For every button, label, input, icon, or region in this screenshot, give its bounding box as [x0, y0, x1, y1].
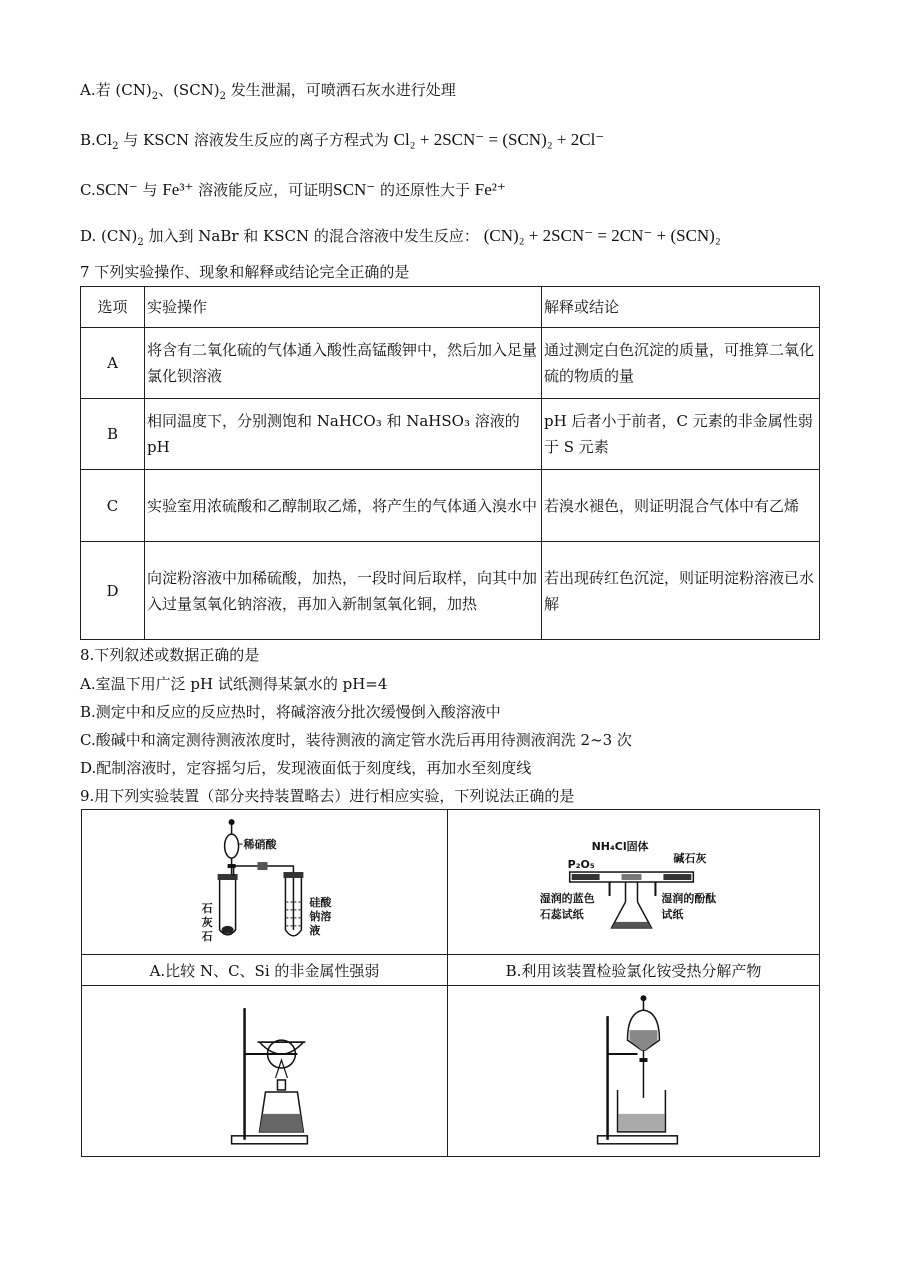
table-row: D 向淀粉溶液中加稀硫酸，加热，一段时间后取样，向其中加入过量氢氧化钠溶液，再加入新制氢氧化铜，加热 若出现砖红色沉淀，则证明淀粉溶液已水解	[81, 542, 820, 640]
q7-table	[80, 286, 820, 640]
svg-text:灰: 灰	[201, 915, 213, 929]
q9-figure-b-cell	[448, 810, 820, 955]
label-p2o5: P₂O₅	[567, 858, 595, 872]
label-nh4cl-solid: NH₄Cl固体	[591, 840, 649, 854]
svg-text:湿润的蓝色: 湿润的蓝色	[539, 891, 595, 905]
label-dilute-nitric-acid: 稀硝酸	[243, 838, 277, 852]
q7-header-conclusion: 解释或结论	[542, 287, 820, 328]
svg-text:石蕊试纸: 石蕊试纸	[539, 907, 584, 921]
q9-table	[81, 809, 820, 1157]
svg-text:硅酸: 硅酸	[309, 895, 332, 909]
q9-caption-a: A.比较 N、C、Si 的非金属性强弱	[82, 955, 448, 986]
apparatus-d-figure	[448, 986, 819, 1156]
label-soda-lime: 碱石灰	[673, 852, 707, 866]
q7-stem: 7 下列实验操作、现象和解释或结论完全正确的是	[80, 263, 410, 281]
q9-caption-b: B.利用该装置检验氯化铵受热分解产物	[448, 955, 820, 986]
table-row: A 将含有二氧化硫的气体通入酸性高锰酸钾中，然后加入足量氯化钡溶液 通过测定白色沉淀的质量，可推算二氧化硫的物质的量	[81, 328, 820, 399]
table-row: B 相同温度下，分别测饱和 NaHCO₃ 和 NaHSO₃ 溶液的 pH pH 后者小于前者，C 元素的非金属性弱于 S 元素	[81, 399, 820, 470]
q9-figure-d-cell	[448, 986, 820, 1157]
svg-text:钠溶: 钠溶	[309, 909, 332, 923]
q9-stem: 9.用下列实验装置（部分夹持装置略去）进行相应实验，下列说法正确的是	[80, 787, 575, 805]
q6-option-a: A.若 $(CN)_2$、$(SCN)_2$ 发生泄漏，可喷洒石灰水进行处理	[80, 81, 456, 102]
q8-stem: 8.下列叙述或数据正确的是	[80, 646, 260, 664]
q6-option-d: D. $(CN)_2$ 加入到 NaBr 和 KSCN 的混合溶液中发生反应： (CN)₂ + 2SCN⁻ = 2CN⁻ + (SCN)₂	[80, 226, 721, 248]
apparatus-c-figure	[82, 986, 447, 1156]
q7-header-operation: 实验操作	[145, 287, 542, 328]
q8-option-a: A.室温下用广泛 pH 试纸测得某氯水的 pH=4	[80, 675, 388, 693]
svg-text:石: 石	[201, 901, 213, 915]
svg-text:液: 液	[309, 923, 321, 937]
svg-text:试纸: 试纸	[661, 907, 684, 921]
svg-text:湿润的酚酞: 湿润的酚酞	[661, 891, 717, 905]
q7-header-option: 选项	[81, 287, 145, 328]
q6-option-c: C.SCN⁻ 与 Fe³⁺ 溶液能反应，可证明SCN⁻ 的还原性大于 Fe²⁺	[80, 180, 506, 199]
q8-option-c: C.酸碱中和滴定测待测液浓度时，装待测液的滴定管水洗后再用待测液润洗 2~3 次	[80, 731, 632, 749]
q8-option-b: B.测定中和反应的反应热时，将碱溶液分批次缓慢倒入酸溶液中	[80, 703, 501, 721]
apparatus-b-figure	[448, 810, 819, 954]
q6-d-equation: (CN)₂ + 2SCN⁻ = 2CN⁻ + (SCN)₂	[483, 226, 721, 245]
table-row: C 实验室用浓硫酸和乙醇制取乙烯，将产生的气体通入溴水中 若溴水褪色，则证明混合气体中有乙烯	[81, 470, 820, 542]
apparatus-a-figure	[82, 810, 447, 954]
q9-figure-a-cell	[82, 810, 448, 955]
q8-option-d: D.配制溶液时，定容摇匀后，发现液面低于刻度线，再加水至刻度线	[80, 759, 532, 777]
q7-header-row	[81, 287, 820, 328]
svg-text:石: 石	[201, 929, 213, 943]
q6-b-equation: Cl₂ + 2SCN⁻ = (SCN)₂ + 2Cl⁻	[393, 130, 605, 149]
q9-figure-c-cell	[82, 986, 448, 1157]
q6-option-b: $B.Cl_2$ 与 KSCN 溶液发生反应的离子方程式为 Cl₂ + 2SCN⁻ = (SCN)₂ + 2Cl⁻	[80, 130, 605, 152]
